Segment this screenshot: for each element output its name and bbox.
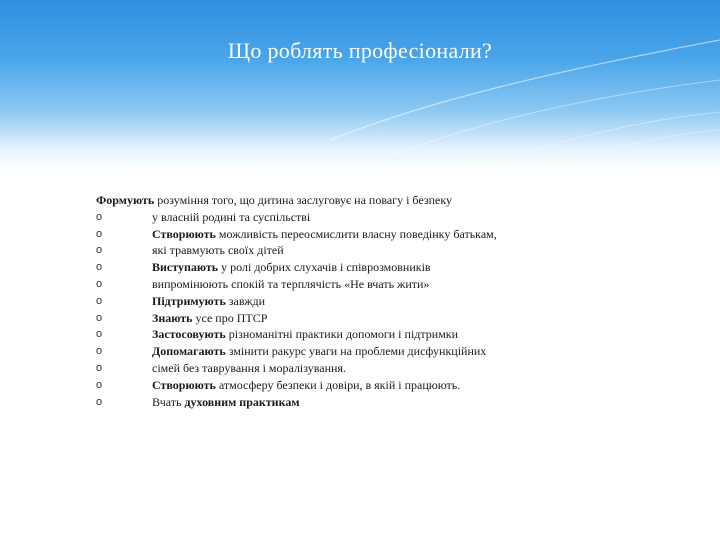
bullet-marker: o [96,311,103,324]
bullet-text: Вчать [152,394,185,409]
bullet-keyword: Знають [152,310,193,325]
bullet-text: завжди [225,293,266,308]
bullet-text: у власній родині та суспільстві [152,209,311,224]
bullet-keyword: Виступають [152,260,219,275]
bullet-item [96,209,616,226]
bullet-keyword: Допомагають [152,344,226,359]
bullet-item [96,360,616,377]
bullet-item [96,293,616,310]
bullet-keyword: Створюють [152,377,216,392]
bullet-marker: o [96,378,103,391]
slide-header-background [0,0,720,170]
bullet-text: змінити ракурс уваги на проблеми дисфункційних [225,344,487,359]
bullet-marker: o [96,244,103,257]
bullet-text: різноманітні практики допомоги і підтримки [225,327,459,342]
bullet-text: розуміння того, що дитина заслуговує на повагу і безпеку [154,193,452,207]
bullet-marker: o [96,277,103,290]
bullet-text: випромінюють спокій та терплячість «Не вчать жити» [152,276,430,291]
bullet-keyword: Створюють [152,226,216,241]
bullet-text: сімей без таврування і моралізування. [152,360,346,375]
bullet-text: можливість переосмислити власну поведінку батькам, [215,226,497,241]
slide-body [96,192,616,410]
bullet-item [96,310,616,327]
bullet-marker: o [96,345,103,358]
bullet-item [96,259,616,276]
bullet-keyword: Підтримують [152,293,226,308]
bullet-marker: o [96,210,103,223]
bullet-marker: o [96,294,103,307]
bullet-keyword: Формують [96,193,155,207]
bullet-item [96,242,616,259]
slide-title: Що роблять професіонали? [227,38,493,63]
bullet-keyword: духовним практикам [184,394,300,409]
decorative-wave-lines [0,0,720,170]
bullet-marker: o [96,261,103,274]
bullet-marker: o [96,361,103,374]
bullet-item [96,276,616,293]
bullet-text: атмосферу безпеки і довіри, в якій і працюють. [215,377,461,392]
bullet-keyword: Застосовують [152,327,226,342]
intro-line [96,192,616,209]
bullet-marker: o [96,227,103,240]
bullet-marker: o [96,328,103,341]
bullet-item [96,326,616,343]
bullet-item [96,226,616,243]
bullet-marker: o [96,395,103,408]
bullet-item [96,343,616,360]
bullet-item [96,377,616,394]
bullet-text: які травмують своїх дітей [152,243,284,258]
bullet-text: усе про ПТСР [192,310,268,325]
bullet-item [96,394,616,411]
bullet-text: у ролі добрих слухачів і співрозмовників [218,260,431,275]
